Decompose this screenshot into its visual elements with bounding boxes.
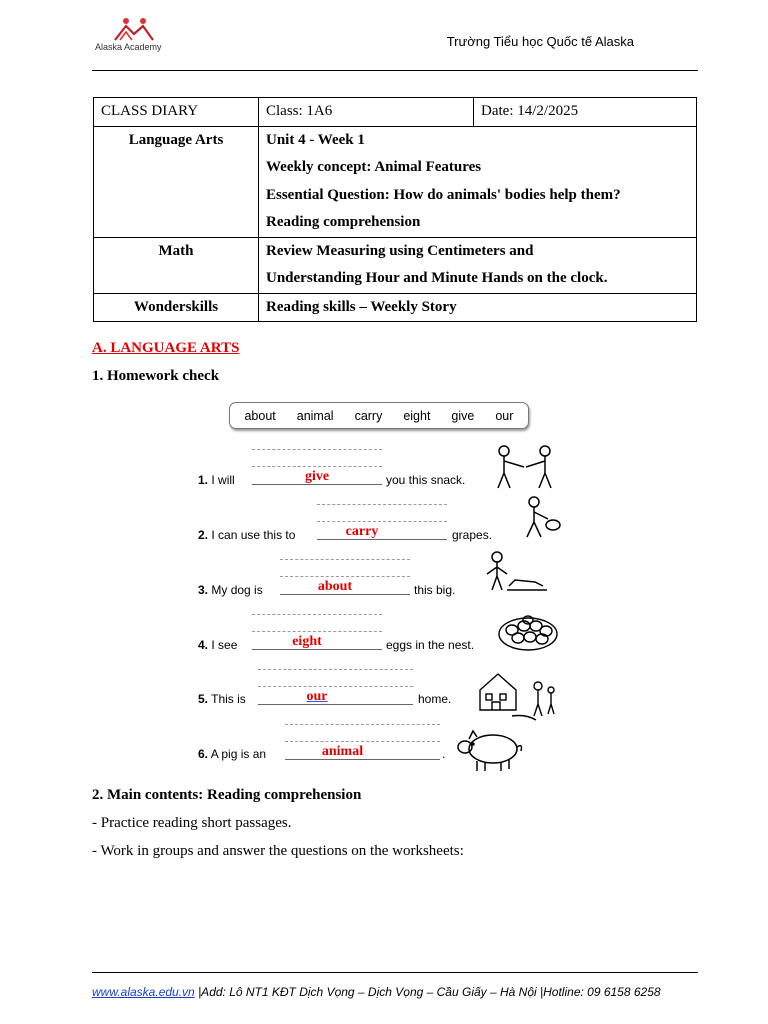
word-bank-word: carry: [354, 408, 383, 423]
subject-wonderskills: Wonderskills: [94, 293, 259, 322]
content-line: Reading skills – Weekly Story: [266, 298, 457, 315]
class-diary-table: [93, 97, 697, 322]
sentence-after: you this snack.: [386, 473, 466, 487]
wonderskills-content: [259, 293, 697, 322]
footer-divider: [92, 972, 698, 973]
diary-title: CLASS DIARY: [94, 98, 259, 127]
logo-text: Alaska Academy: [95, 42, 162, 52]
sentence-item: [198, 747, 266, 761]
section-a-heading: A. LANGUAGE ARTS: [92, 340, 240, 356]
website-link[interactable]: www.alaska.edu.vn: [92, 985, 195, 999]
sentence-item: [198, 638, 237, 652]
item-number: 3.: [198, 583, 209, 597]
footer-address: |Add: Lô NT1 KĐT Dịch Vọng – Dịch Vọng – Cầu Giấy – Hà Nội |Hotline: 09 6158 6258: [194, 985, 661, 999]
kids-sharing-snack-icon: [490, 443, 560, 493]
word-bank-word: about: [244, 408, 276, 423]
school-name: Trường Tiểu học Quốc tế Alaska: [446, 34, 634, 49]
sentence-before: I see: [211, 638, 238, 652]
content-line: Understanding Hour and Minute Hands on the clock.: [266, 270, 608, 286]
diary-class: Class: 1A6: [259, 98, 474, 127]
answer-text: carry: [345, 524, 379, 539]
math-content: [259, 237, 697, 293]
nest-with-eggs-icon: [496, 608, 560, 654]
person-carrying-basket-icon: [518, 495, 563, 540]
diary-row-math: [94, 237, 697, 293]
content-line: Reading comprehension: [266, 214, 421, 230]
word-bank: [229, 402, 529, 429]
word-bank-word: eight: [403, 408, 431, 423]
sentence-after: this big.: [414, 583, 456, 597]
content-line: Weekly concept: Animal Features: [266, 159, 482, 175]
word-bank-word: animal: [296, 408, 334, 423]
homework-heading: 1. Homework check: [92, 368, 220, 384]
subject-language-arts: Language Arts: [94, 126, 259, 237]
sentence-item: [198, 583, 263, 597]
sentence-item: [198, 473, 235, 487]
sentence-after: .: [442, 747, 446, 761]
sentence-before: I will: [211, 473, 235, 487]
content-line: Review Measuring using Centimeters and: [266, 242, 534, 259]
header-divider: [92, 70, 698, 71]
girl-and-dog-icon: [483, 550, 553, 592]
item-number: 2.: [198, 528, 209, 542]
sentence-after: eggs in the nest.: [386, 638, 475, 652]
sentence-item: [198, 692, 246, 706]
main-contents-heading: 2. Main contents: Reading comprehension: [92, 787, 362, 803]
word-bank-word: our: [495, 408, 514, 423]
diary-row-language-arts: [94, 126, 697, 237]
bullet-item: - Work in groups and answer the questions on the worksheets:: [92, 843, 464, 859]
answer-text: animal: [321, 744, 364, 759]
sentence-after: grapes.: [452, 528, 493, 542]
answer-text: about: [317, 579, 353, 594]
word-bank-word: give: [451, 408, 475, 423]
item-number: 5.: [198, 692, 209, 706]
language-arts-content: [259, 126, 697, 237]
pig-icon: [455, 725, 527, 775]
diary-date: Date: 14/2/2025: [474, 98, 697, 127]
item-number: 1.: [198, 473, 209, 487]
diary-row-wonderskills: [94, 293, 697, 322]
sentence-before: This is: [211, 692, 246, 706]
sentence-before: My dog is: [211, 583, 263, 597]
subject-math: Math: [94, 237, 259, 293]
sentence-before: A pig is an: [210, 747, 267, 761]
answer-text: eight: [292, 634, 322, 649]
answer-text: our: [306, 689, 328, 704]
diary-header-row: [94, 98, 697, 127]
content-line: Unit 4 - Week 1: [266, 131, 365, 148]
sentence-before: I can use this to: [211, 528, 296, 542]
answer-text: give: [304, 469, 330, 484]
footer: [92, 985, 661, 999]
item-number: 6.: [198, 747, 209, 761]
sentence-item: [198, 528, 295, 542]
item-number: 4.: [198, 638, 209, 652]
content-line: Essential Question: How do animals' bodies help them?: [266, 186, 621, 203]
house-with-family-icon: [476, 668, 560, 724]
bullet-item: - Practice reading short passages.: [92, 815, 292, 831]
sentence-after: home.: [418, 692, 452, 706]
